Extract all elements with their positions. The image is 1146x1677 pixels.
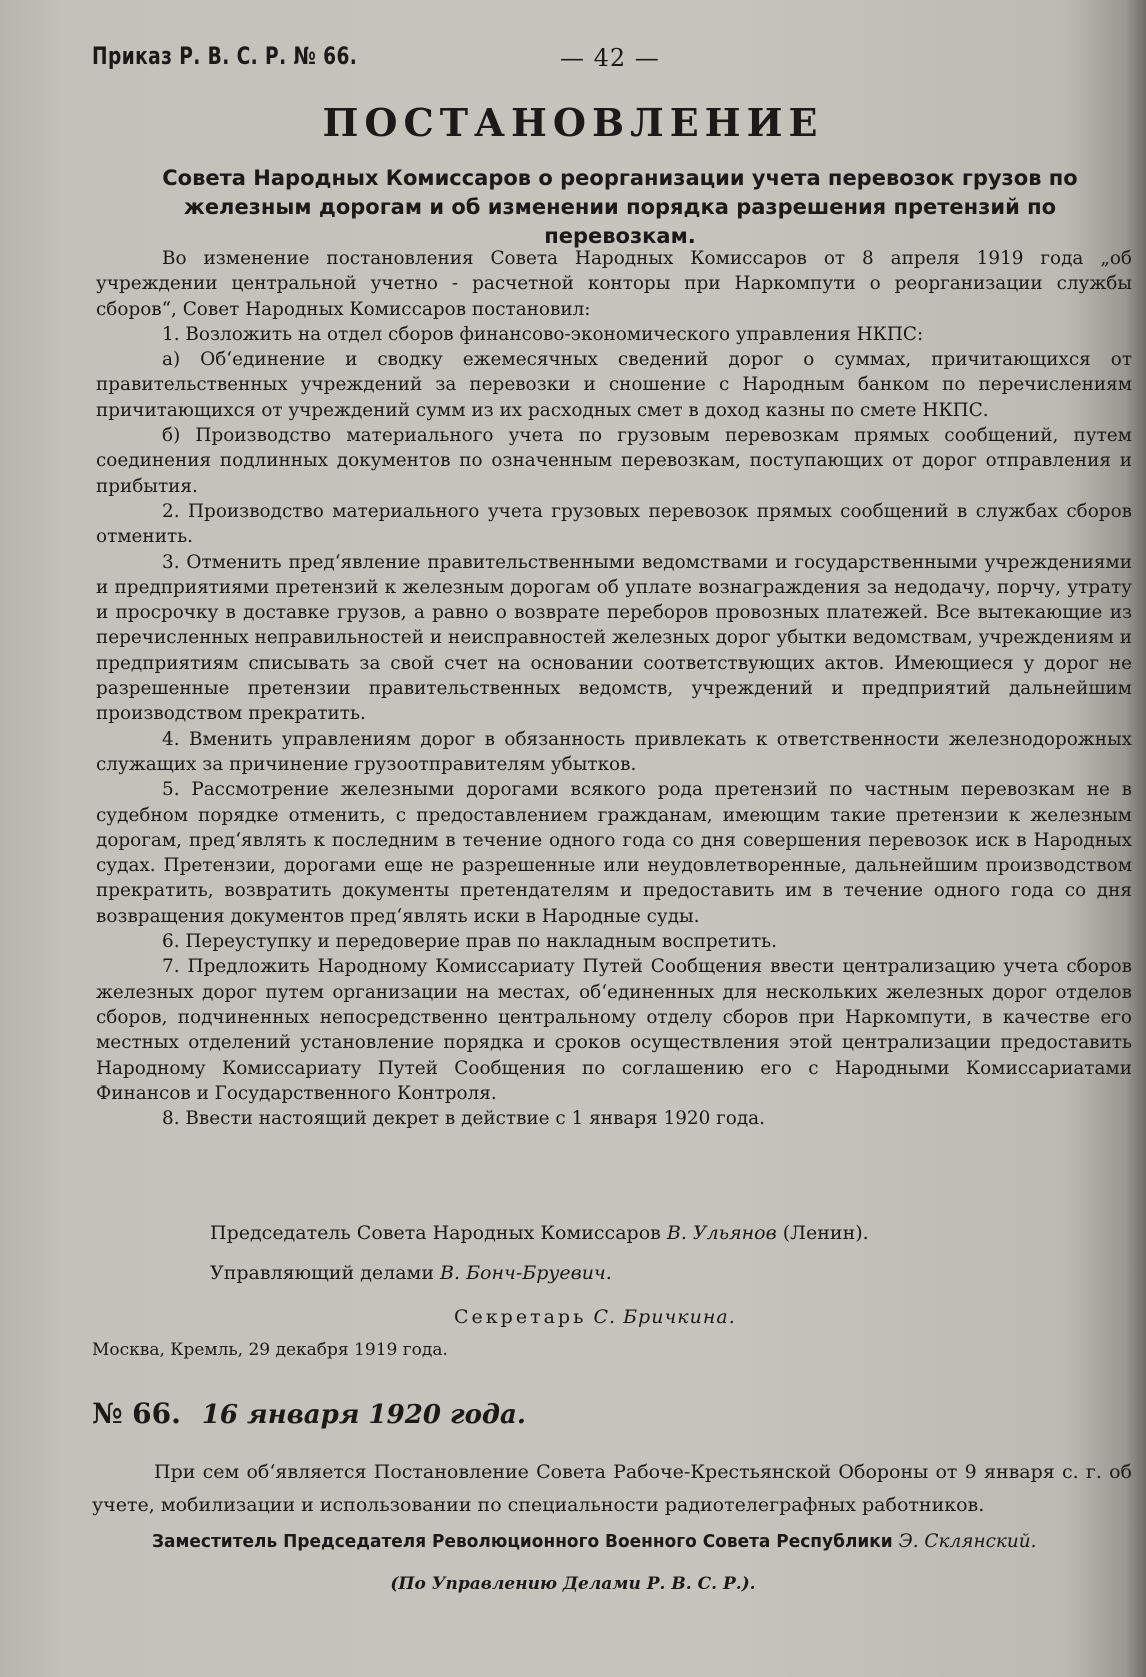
paragraph-item-1b: б) Производство материального учета по грузовым перевозкам прямых сообщений, путем соединения подлинных документов по означенным перевозкам, поступающих от дорог отправления и прибытия. — [96, 425, 1132, 497]
department-note: (По Управлению Делами Р. В. С. Р.). — [390, 1574, 756, 1594]
manager-signature — [210, 1262, 612, 1284]
announcement-text: При сем об‘является Постановление Совета Рабоче-Крестьянской Обороны от 9 января с. г. об учете, мобилизации и использовании по специальности радиотелеграфных работников. — [92, 1461, 1132, 1516]
secretary-signature — [454, 1306, 736, 1328]
chairman-name: В. Ульянов — [666, 1222, 777, 1244]
paragraph-item-1: 1. Возложить на отдел сборов финансово-экономического управления НКПС: — [162, 323, 924, 345]
paragraph-item-4: 4. Вменить управлениям дорог в обязанность привлекать к ответственности железнодорожных служащих за причинение грузоотправителям убытков. — [96, 728, 1132, 775]
paragraph-preamble: Во изменение постановления Совета Народных Комиссаров от 8 апреля 1919 года „об учреждении центральной учетно - расчетной конторы при Наркомпути о реорганизации службы сборов“, Совет Народных Комиссаров постановил: — [96, 248, 1132, 320]
document-title: ПОСТАНОВЛЕНИЕ — [322, 100, 824, 145]
chairman-alias: (Ленин). — [782, 1222, 869, 1244]
paragraph-item-6: 6. Переуступку и передоверие прав по накладным воспретить. — [162, 931, 777, 953]
place-and-date: Москва, Кремль, 29 декабря 1919 года. — [92, 1340, 448, 1360]
paragraph-item-5: 5. Рассмотрение железными дорогами всякого рода претензий по частным перевозкам не в судебном порядке отменить, с предоставлением гражданам, имеющим такие претензии к железным дорогам, пред‘являть к последним в течение одного года со дня совершения перевозок иск в Народных судах. Претензии, дорогами еще не разрешенные или неудовлетворенные, дальнейшим производством прекратить, возвратить документы претендателям и предоставить им в течение одного года со дня возвращения документов пред‘являть иски в Народные суды. — [96, 779, 1132, 927]
decree-body — [96, 246, 1132, 1131]
page-header — [92, 42, 1092, 82]
order-heading — [92, 1397, 526, 1430]
paragraph-item-7: 7. Предложить Народному Комиссариату Путей Сообщения ввести централизацию учета сборов железных дорог путем организации на местах, об‘единенных для нескольких железных дорог отделов сборов, подчиненных непосредственно центральному отделу сборов при Наркомпути, в качестве его местных отделений установление порядка и сроков осуществления этой централизации предоставить Народному Комиссариату Путей Сообщения по соглашению его с Народными Комиссариатами Финансов и Государственного Контроля. — [96, 956, 1132, 1104]
chairman-role: Председатель Совета Народных Комиссаров — [210, 1222, 661, 1244]
deputy-role: Заместитель Председателя Революционного Военного Совета Республики — [152, 1532, 893, 1552]
secretary-role: Секретарь — [454, 1306, 587, 1328]
manager-role: Управляющий делами — [210, 1262, 434, 1284]
document-subtitle: Совета Народных Комиссаров о реорганизации учета перевозок грузов по железным дорогам и об изменении порядка разрешения претензий по перевозкам. — [162, 166, 1078, 248]
order-reference: Приказ Р. В. С. Р. № 66. — [92, 42, 358, 70]
chairman-signature — [210, 1222, 869, 1244]
announcement — [92, 1456, 1132, 1522]
order-number: № 66. — [92, 1397, 181, 1430]
page-number: — 42 — — [560, 44, 660, 72]
secretary-name: С. Бричкина. — [593, 1306, 736, 1328]
paragraph-item-1a: а) Об‘единение и сводку ежемесячных сведений дорог о суммах, причитающихся от правительственных учреждений за перевозки и сношение с Народным банком по перечислениям причитающихся от учреждений сумм из их расходных смет в доход казны по смете НКПС. — [96, 349, 1132, 421]
order-date: 16 января 1920 года. — [201, 1400, 526, 1430]
paragraph-item-8: 8. Ввести настоящий декрет в действие с 1 января 1920 года. — [162, 1108, 765, 1130]
manager-name: В. Бонч-Бруевич. — [440, 1262, 612, 1284]
deputy-name: Э. Склянский. — [898, 1530, 1037, 1552]
deputy-signature — [152, 1530, 1037, 1552]
paragraph-item-3: 3. Отменить пред‘явление правительственными ведомствами и государственными учреждениями и предприятиями претензий к железным дорогам об уплате вознаграждения за недодачу, порчу, утрату и просрочку в доставке грузов, а равно о возврате переборов провозных платежей. Все вытекающие из перечисленных неправильностей и неисправностей железных дорог убытки ведомствам, учреждениям и предприятиям списывать за свой счет на основании соответствующих актов. Имеющиеся у дорог не разрешенные претензии правительственных ведомств, учреждений и предприятий дальнейшим производством прекратить. — [96, 551, 1132, 725]
paragraph-item-2: 2. Производство материального учета грузовых перевозок прямых сообщений в службах сборов отменить. — [96, 500, 1132, 548]
